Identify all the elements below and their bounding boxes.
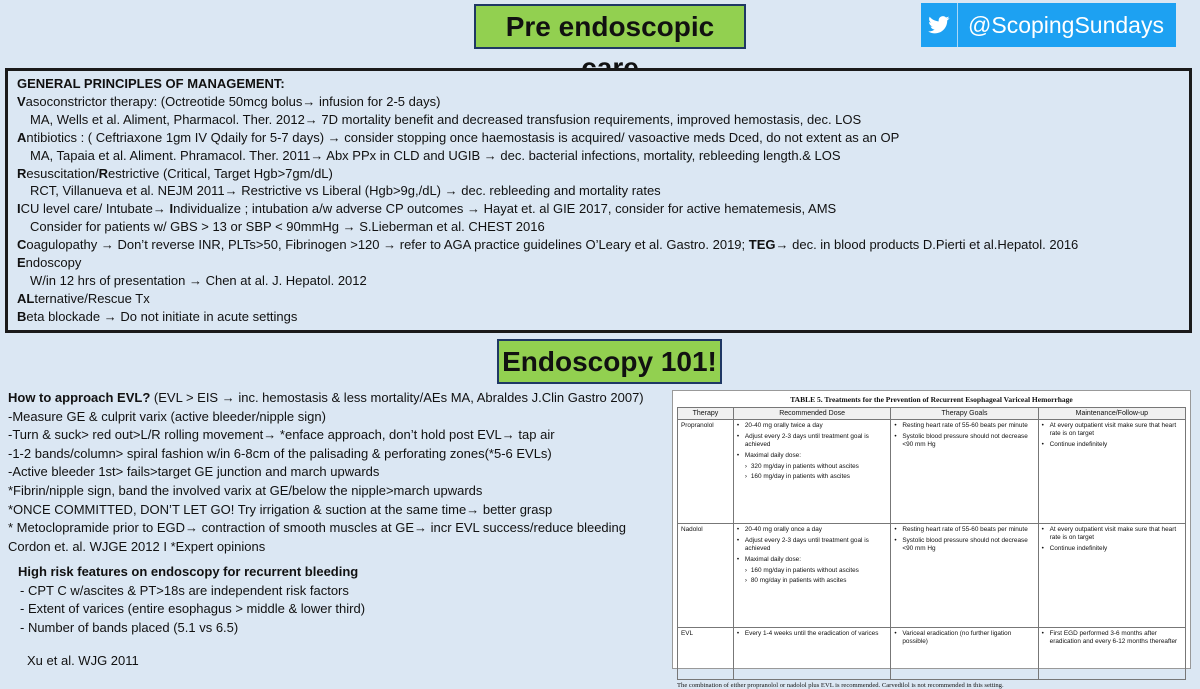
principle-text: esuscitation/ (26, 165, 99, 181)
principle-text: ndividualize ; intubation a/w adverse CP outcomes → Hayat et. al GIE 2017, consider for active hematemesis, AMS (173, 201, 837, 217)
high-risk-section (18, 563, 438, 637)
followup-item: • Continue indefinitely (1042, 545, 1182, 553)
principle-text: ntibiotics : ( Ceftriaxone 1gm IV Qdaily for 5-7 days) → consider stopping once haemostasis is acquired/ vasoactive meds Dced, do not extent as an OP (26, 129, 900, 145)
principle-key-letter: A (17, 129, 27, 145)
management-principles-box (5, 68, 1192, 333)
principle-line (17, 129, 1180, 147)
table-header-cell: Therapy Goals (891, 408, 1038, 420)
section-title: Endoscopy 101! (497, 339, 722, 384)
principle-text: MA, Wells et al. Aliment, Pharmacol. Ther. 2012→ 7D mortality benefit and decreased transfusion requirements, improved hemostasis, dec. LOS (30, 111, 862, 127)
principle-key-letter: AL (17, 290, 35, 306)
followup-list (1042, 526, 1182, 553)
goals-list (894, 526, 1034, 553)
goal-item: • Variceal eradication (no further ligation possible) (894, 630, 1034, 646)
principle-line (17, 272, 1180, 290)
therapy-cell: EVL (678, 628, 734, 680)
therapy-cell: Nadolol (678, 524, 734, 628)
principles-heading: GENERAL PRINCIPLES OF MANAGEMENT: (17, 76, 285, 91)
followup-item: • At every outpatient visit make sure that heart rate is on target (1042, 422, 1182, 438)
principle-text: W/in 12 hrs of presentation → Chen at al. J. Hepatol. 2012 (30, 272, 367, 288)
table-header-row (678, 408, 1186, 420)
risk-list (18, 582, 438, 638)
principle-text: Consider for patients w/ GBS > 13 or SBP < 90mmHg → S.Lieberman et al. CHEST 2016 (30, 219, 545, 235)
principle-line (17, 182, 1180, 200)
principle-key-letter: R (17, 165, 27, 181)
principle-line (17, 218, 1180, 236)
principle-line (17, 236, 1180, 254)
evl-line: -Measure GE & culprit varix (active bleeder/nipple sign) (8, 408, 326, 424)
dose-list (737, 526, 887, 585)
dose-item: • Maximal daily dose: (737, 556, 887, 564)
principle-key-letter: R (98, 165, 109, 181)
dose-cell (733, 420, 890, 524)
evl-list (8, 408, 668, 557)
goal-item: • Systolic blood pressure should not decrease <90 mm Hg (894, 537, 1034, 553)
dose-cell (733, 628, 890, 680)
table-row (678, 420, 1186, 524)
principle-text: eta blockade → Do not initiate in acute settings (26, 308, 298, 324)
goals-cell (891, 420, 1038, 524)
principle-text: ternative/Rescue Tx (34, 290, 150, 306)
table-header-cell: Maintenance/Follow-up (1038, 408, 1185, 420)
principle-line (17, 111, 1180, 129)
principle-key-letter: I (169, 201, 174, 217)
principle-key-letter: I (17, 201, 21, 217)
followup-list (1042, 422, 1182, 449)
table-row (678, 524, 1186, 628)
followup-cell (1038, 524, 1185, 628)
table-header-cell: Recommended Dose (733, 408, 890, 420)
evl-line: Cordon et. al. WJGE 2012 I *Expert opinions (8, 538, 266, 554)
evl-lead: How to approach EVL? (EVL > EIS → inc. hemostasis & less mortality/AEs MA, Abraldes J.Clin Gastro 2007) (8, 390, 644, 405)
evl-line: -Active bleeder 1st> fails>target GE junction and march upwards (8, 464, 380, 480)
principle-line (17, 200, 1180, 218)
principle-text: asoconstrictor therapy: (Octreotide 50mcg bolus→ infusion for 2-5 days) (25, 93, 441, 109)
dose-item: • 20-40 mg orally once a day (737, 526, 887, 534)
risk-citation: Xu et al. WJG 2011 (27, 653, 139, 668)
table-footnote: The combination of either propranolol or nadolol plus EVL is recommended. Carvedilol is not recommended in this setting. (677, 682, 1004, 689)
twitter-badge (921, 3, 1176, 47)
risk-item: - Number of bands placed (5.1 vs 6.5) (20, 619, 239, 635)
goals-list (894, 422, 1034, 449)
goals-cell (891, 628, 1038, 680)
principle-key-letter: V (17, 93, 26, 109)
principle-line (17, 147, 1180, 165)
principle-key-letter: B (17, 308, 27, 324)
table-header-cell: Therapy (678, 408, 734, 420)
dose-list (737, 630, 887, 638)
evl-line: -Turn & suck> red out>L/R rolling movement→ *enface approach, don’t hold post EVL→ tap air (8, 427, 555, 443)
principle-key-letter: E (17, 255, 26, 271)
evl-approach-section (8, 389, 668, 556)
principle-text: RCT, Villanueva et al. NEJM 2011→ Restrictive vs Liberal (Hgb>9g,/dL) → dec. rebleeding and mortality rates (30, 183, 661, 199)
dose-item: › 320 mg/day in patients without ascites (737, 463, 887, 471)
principle-line (17, 93, 1180, 111)
dose-list (737, 422, 887, 481)
followup-item: • At every outpatient visit make sure that heart rate is on target (1042, 526, 1182, 542)
goal-item: • Resting heart rate of 55-60 beats per minute (894, 526, 1034, 534)
table-row (678, 628, 1186, 680)
page-title: Pre endoscopic (474, 4, 746, 49)
dose-item: • Every 1-4 weeks until the eradication of varices (737, 630, 887, 638)
principle-line (17, 290, 1180, 308)
principles-list (17, 93, 1180, 326)
principle-line (17, 165, 1180, 183)
followup-item: • First EGD performed 3-6 months after eradication and every 6-12 months thereafter (1042, 630, 1182, 646)
principle-key-letter: TEG (748, 237, 776, 253)
principle-text: CU level care/ Intubate→ (20, 201, 170, 217)
goal-item: • Resting heart rate of 55-60 beats per minute (894, 422, 1034, 430)
followup-item: • Continue indefinitely (1042, 441, 1182, 449)
followup-list (1042, 630, 1182, 646)
therapy-cell: Propranolol (678, 420, 734, 524)
twitter-divider (957, 3, 958, 47)
risk-item: - Extent of varices (entire esophagus > middle & lower third) (20, 601, 366, 617)
principle-key-letter: C (17, 237, 27, 253)
dose-item: • Adjust every 2-3 days until treatment goal is achieved (737, 537, 887, 553)
followup-cell (1038, 628, 1185, 680)
dose-cell (733, 524, 890, 628)
evl-line: -1-2 bands/column> spiral fashion w/in 6-8cm of the palisading & perforating zones(*5-6 EVLs) (8, 445, 552, 461)
treatment-table (677, 407, 1186, 680)
principle-text: → dec. in blood products D.Pierti et al.Hepatol. 2016 (775, 237, 1079, 253)
followup-cell (1038, 420, 1185, 524)
dose-item: • Maximal daily dose: (737, 452, 887, 460)
evl-line: *Fibrin/nipple sign, band the involved varix at GE/below the nipple>march upwards (8, 482, 483, 498)
goals-list (894, 630, 1034, 646)
treatment-table-image (672, 390, 1191, 689)
principle-line (17, 254, 1180, 272)
dose-item: • Adjust every 2-3 days until treatment goal is achieved (737, 433, 887, 449)
twitter-bird-icon (921, 3, 957, 47)
principle-line (17, 308, 1180, 326)
evl-line: * Metoclopramide prior to EGD→ contraction of smooth muscles at GE→ incr EVL success/reduce bleeding (8, 520, 627, 536)
principle-text: MA, Tapaia et al. Aliment. Phramacol. Ther. 2011→ Abx PPx in CLD and UGIB → dec. bacterial infections, mortality, rebleeding length.& LOS (30, 147, 841, 163)
principle-text: oagulopathy → Don’t reverse INR, PLTs>50, Fibrinogen >120 → refer to AGA practice guidelines O’Leary et al. Gastro. 2019; (26, 237, 749, 253)
risk-heading: High risk features on endoscopy for recurrent bleeding (18, 564, 359, 579)
goals-cell (891, 524, 1038, 628)
risk-item: - CPT C w/ascites & PT>18s are independent risk factors (20, 582, 349, 598)
principle-text: estrictive (Critical, Target Hgb>7gm/dL) (108, 165, 333, 181)
evl-line: *ONCE COMMITTED, DON’T LET GO! Try irrigation & suction at the same time→ better grasp (8, 501, 553, 517)
principle-text: ndoscopy (25, 255, 82, 271)
dose-item: › 160 mg/day in patients with ascites (737, 473, 887, 481)
goal-item: • Systolic blood pressure should not decrease <90 mm Hg (894, 433, 1034, 449)
dose-item: • 20-40 mg orally twice a day (737, 422, 887, 430)
twitter-handle: @ScopingSundays (968, 11, 1164, 38)
dose-item: › 160 mg/day in patients without ascites (737, 567, 887, 575)
dose-item: › 80 mg/day in patients with ascites (737, 577, 887, 585)
table-caption: TABLE 5. Treatments for the Prevention of Recurrent Esophageal Variceal Hemorrhage (790, 395, 1073, 404)
